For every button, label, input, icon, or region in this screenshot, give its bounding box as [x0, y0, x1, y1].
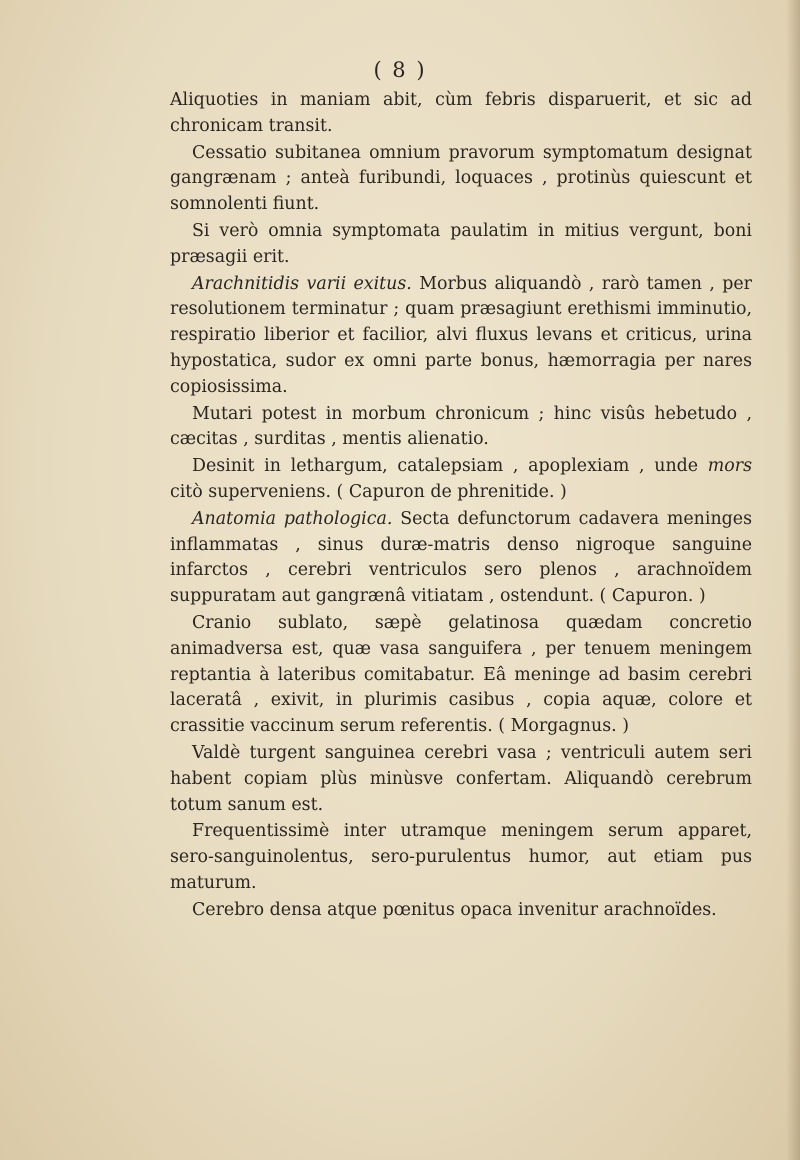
paragraph-1: [170, 88, 752, 140]
paragraph-10: [170, 819, 752, 896]
paragraph-text: Morbus aliquandò , rarò tamen , per resolutionem terminatur ; quam præsagiunt erethismi imminutio, respiratio liberior et facilior, alvi fluxus levans et criticus, urina hypostatica, sudor ex omni parte bonus, hæmorragia per nares copiosissima.: [170, 273, 752, 397]
paragraph-text: Secta defunctorum cadavera meninges inflammatas , sinus duræ-matris denso nigroque sanguine infarctos , cerebri ventriculos sero plenos , arachnoïdem suppuratam aut gangrænâ vitiatam , ostendunt. ( Capuron. ): [170, 508, 752, 607]
page-edge-shadow: [786, 0, 800, 1160]
paragraph-text: Valdè turgent sanguinea cerebri vasa ; ventriculi autem seri habent copiam plùs minùsve confertam. Aliquandò cerebrum totum sanum est.: [170, 742, 752, 815]
paragraph-text-after: citò superveniens. ( Capuron de phrenitide. ): [170, 481, 567, 502]
paragraph-5: [170, 402, 752, 454]
paragraph-11: [170, 898, 752, 924]
paragraph-text: Si verò omnia symptomata paulatim in mitius vergunt, boni præsagii erit.: [170, 220, 752, 267]
paragraph-9: [170, 741, 752, 818]
page-number: ( 8 ): [373, 58, 427, 82]
paragraph-3: [170, 219, 752, 271]
paragraph-2: [170, 141, 752, 218]
paragraph-8: [170, 611, 752, 740]
body-text: [170, 88, 752, 925]
paragraph-4: [170, 272, 752, 401]
paragraph-6: [170, 454, 752, 506]
section-heading-anatomia: Anatomia pathologica.: [192, 508, 393, 529]
section-heading-exitus: Arachnitidis varii exitus.: [192, 273, 412, 294]
paragraph-text: Desinit in lethargum, catalepsiam , apoplexiam , unde: [192, 456, 708, 477]
paragraph-text: Cessatio subitanea omnium pravorum symptomatum designat gangrænam ; anteà furibundi, loquaces , protinùs quiescunt et somnolenti fiunt.: [170, 142, 752, 215]
paragraph-text: Frequentissimè inter utramque meningem serum apparet, sero-sanguinolentus, sero-purulentus humor, aut etiam pus maturum.: [170, 821, 752, 893]
paragraph-7: [170, 507, 752, 610]
paragraph-text: Cranio sublato, sæpè gelatinosa quædam concretio animadversa est, quæ vasa sanguifera , per tenuem meningem reptantia à lateribus comitabatur. Eâ meninge ad basim cerebri laceratâ , exivit, in plurimis casibus , copia aquæ, colore et crassitie vaccinum serum referentis. ( Morgagnus. ): [170, 612, 752, 737]
paragraph-text: Mutari potest in morbum chronicum ; hinc visûs hebetudo , cæcitas , surditas , mentis alienatio.: [170, 403, 752, 450]
italic-word: mors: [707, 456, 752, 477]
paragraph-text: Cerebro densa atque pœnitus opaca invenitur arachnoïdes.: [192, 899, 717, 920]
paragraph-text: Aliquoties in maniam abit, cùm febris disparuerit, et sic ad chronicam transit.: [170, 90, 752, 136]
